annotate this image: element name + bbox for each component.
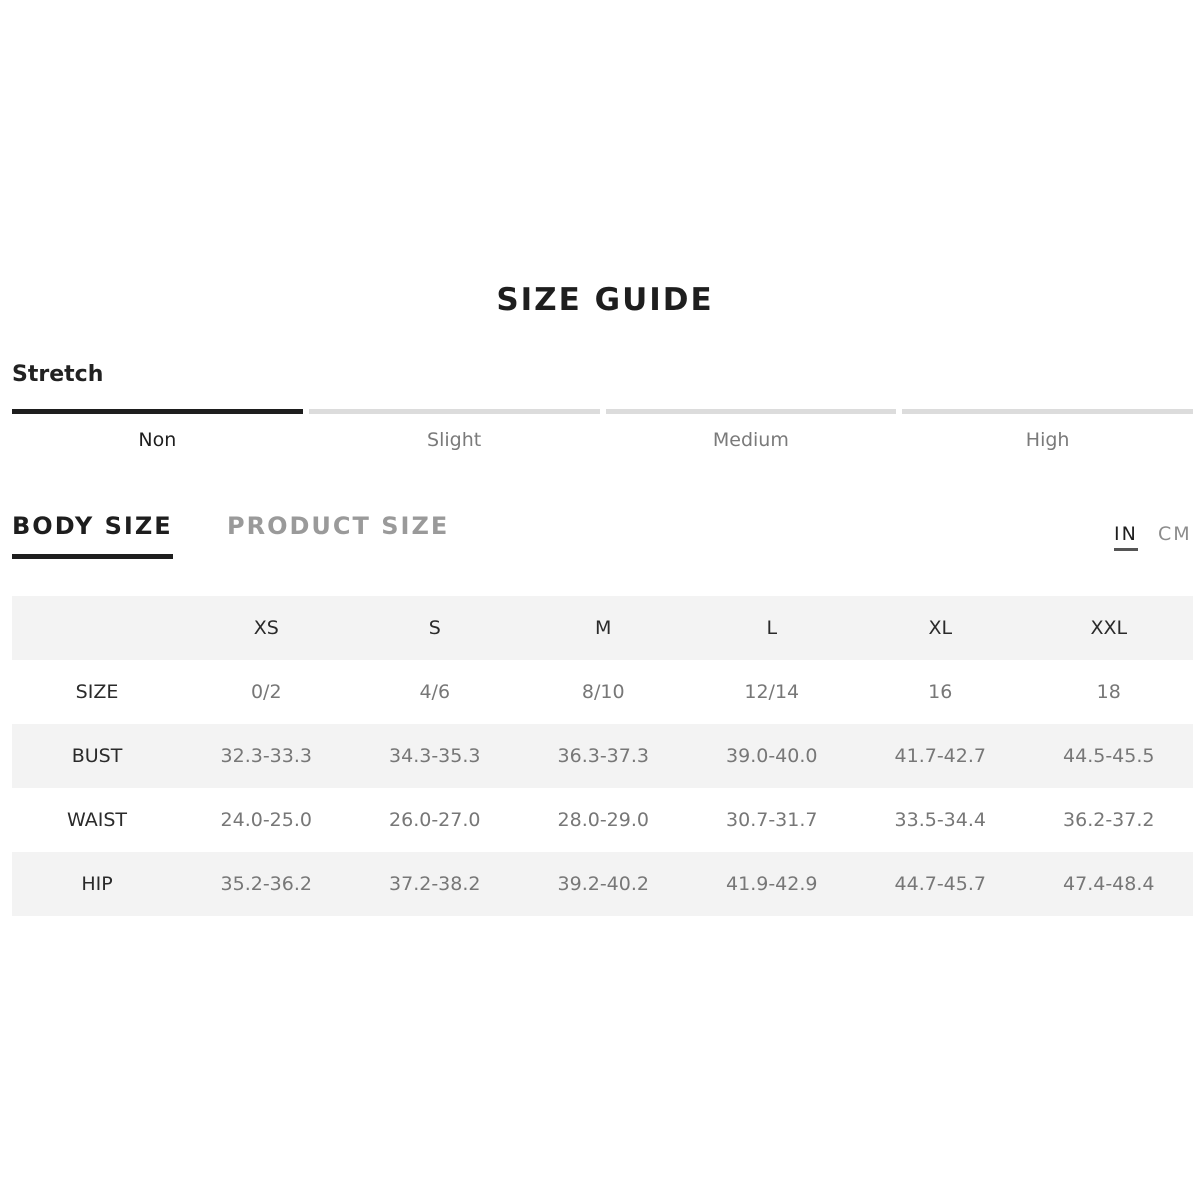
unit-toggle-cm[interactable]: CM bbox=[1158, 523, 1192, 545]
table-row bbox=[12, 788, 1193, 852]
stretch-bar-slight bbox=[309, 409, 600, 414]
table-cell: 47.4-48.4 bbox=[1025, 852, 1194, 916]
table-cell: 8/10 bbox=[581, 681, 625, 703]
stretch-option-non[interactable]: Non bbox=[138, 429, 177, 451]
tab-body-size[interactable]: BODY SIZE bbox=[12, 512, 173, 559]
table-cell: 4/6 bbox=[419, 681, 451, 703]
table-cell: 44.7-45.7 bbox=[856, 852, 1025, 916]
table-corner-cell bbox=[12, 596, 182, 660]
table-cell: 24.0-25.0 bbox=[220, 809, 312, 831]
table-row bbox=[12, 852, 1193, 916]
table-cell: 39.2-40.2 bbox=[519, 852, 688, 916]
table-cell: 28.0-29.0 bbox=[557, 809, 649, 831]
stretch-option-medium[interactable]: Medium bbox=[712, 429, 789, 451]
table-cell: 39.0-40.0 bbox=[688, 724, 857, 788]
stretch-bar-high bbox=[902, 409, 1193, 414]
stretch-bar-medium bbox=[606, 409, 897, 414]
table-cell: 0/2 bbox=[250, 681, 282, 703]
column-header-xs: XS bbox=[182, 596, 351, 660]
page-title: SIZE GUIDE bbox=[496, 282, 714, 318]
table-row bbox=[12, 724, 1193, 788]
table-cell: 35.2-36.2 bbox=[182, 852, 351, 916]
table-cell: 30.7-31.7 bbox=[726, 809, 818, 831]
table-cell: 34.3-35.3 bbox=[351, 724, 520, 788]
unit-toggle-in[interactable]: IN bbox=[1114, 523, 1138, 551]
row-label-size: SIZE bbox=[75, 681, 119, 703]
row-label-bust: BUST bbox=[12, 724, 182, 788]
table-cell: 12/14 bbox=[744, 681, 800, 703]
table-cell: 41.9-42.9 bbox=[688, 852, 857, 916]
table-cell: 16 bbox=[928, 681, 953, 703]
column-header-xl: XL bbox=[856, 596, 1025, 660]
column-header-xxl: XXL bbox=[1025, 596, 1194, 660]
table-cell: 32.3-33.3 bbox=[182, 724, 351, 788]
table-cell: 44.5-45.5 bbox=[1025, 724, 1194, 788]
table-cell: 26.0-27.0 bbox=[389, 809, 481, 831]
stretch-label: Stretch bbox=[12, 362, 104, 387]
column-header-s: S bbox=[351, 596, 520, 660]
tab-product-size[interactable]: PRODUCT SIZE bbox=[227, 512, 450, 540]
stretch-option-high[interactable]: High bbox=[1025, 429, 1070, 451]
table-cell: 36.2-37.2 bbox=[1063, 809, 1155, 831]
stretch-bar-non bbox=[12, 409, 303, 414]
table-header-row bbox=[12, 596, 1193, 660]
stretch-options bbox=[12, 429, 1193, 451]
column-header-m: M bbox=[519, 596, 688, 660]
table-cell: 37.2-38.2 bbox=[351, 852, 520, 916]
stretch-bars bbox=[12, 409, 1193, 414]
table-row bbox=[12, 660, 1193, 724]
row-label-waist: WAIST bbox=[66, 809, 127, 831]
table-cell: 33.5-34.4 bbox=[894, 809, 986, 831]
table-cell: 36.3-37.3 bbox=[519, 724, 688, 788]
row-label-hip: HIP bbox=[12, 852, 182, 916]
table-cell: 41.7-42.7 bbox=[856, 724, 1025, 788]
stretch-option-slight[interactable]: Slight bbox=[427, 429, 482, 451]
size-table bbox=[12, 596, 1193, 916]
table-cell: 18 bbox=[1096, 681, 1121, 703]
column-header-l: L bbox=[688, 596, 857, 660]
